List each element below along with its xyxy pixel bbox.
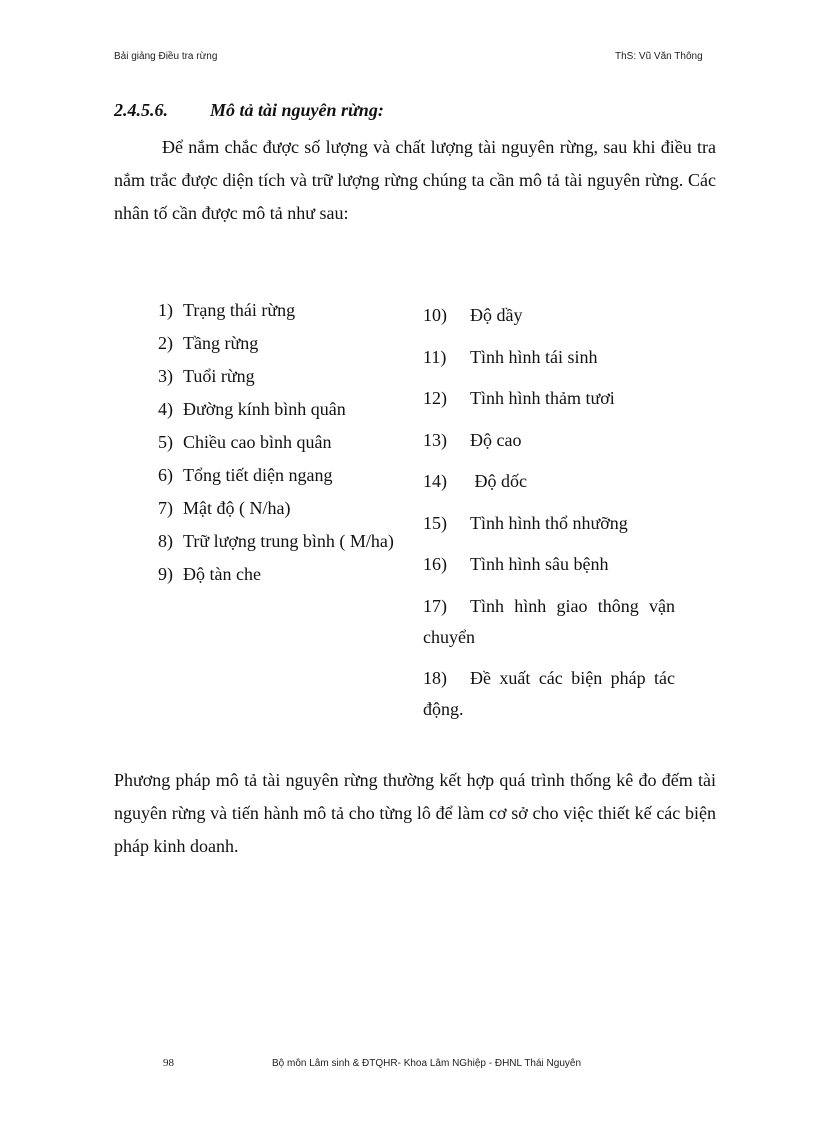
item-number: 4) xyxy=(158,399,173,419)
item-text: Tổng tiết diện ngang xyxy=(183,465,333,485)
item-text: Mật độ ( N/ha) xyxy=(183,498,291,518)
item-number: 12) xyxy=(423,388,447,408)
item-text: Tình hình tái sinh xyxy=(470,346,598,367)
item-text: Độ cao xyxy=(470,429,522,450)
item-text: Tuổi rừng xyxy=(183,366,255,386)
item-text: Trữ lượng trung bình ( M/ha) xyxy=(183,531,394,551)
item-number: 9) xyxy=(158,564,173,584)
list-item xyxy=(423,591,675,653)
item-text: Tình hình thổ nhưỡng xyxy=(470,512,628,533)
list-item xyxy=(423,342,675,373)
section-number: 2.4.5.6. xyxy=(114,100,168,120)
section-title: Mô tả tài nguyên rừng: xyxy=(210,100,384,120)
item-number: 7) xyxy=(158,498,173,518)
item-number: 2) xyxy=(158,333,173,353)
header-course-title: Bải giảng Điều tra rừng xyxy=(114,51,218,62)
item-number: 15) xyxy=(423,512,447,533)
list-item xyxy=(423,300,675,331)
list-item xyxy=(158,527,408,560)
list-item xyxy=(158,329,408,362)
page-number: 98 xyxy=(163,1057,174,1069)
list-item xyxy=(158,395,408,428)
item-number: 14) xyxy=(423,471,447,491)
intro-paragraph: Để nắm chắc được số lượng và chất lượng tài nguyên rừng, sau khi điều tra nắm trắc được diện tích và trữ lượng rừng chúng ta cần mô tả tài nguyên rừng. Các nhân tố cần được mô tả như sau: xyxy=(114,137,716,223)
header-author: ThS: Vũ Văn Thông xyxy=(615,51,703,62)
item-text: Đề xuất các biện pháp tác động. xyxy=(423,668,675,719)
item-text: Tầng rừng xyxy=(183,333,259,353)
item-number: 10) xyxy=(423,305,447,325)
list-item xyxy=(158,428,408,461)
item-number: 5) xyxy=(158,432,173,452)
item-text: Tình hình sâu bệnh xyxy=(470,554,609,574)
list-item xyxy=(158,461,408,494)
item-text: Đường kính bình quân xyxy=(183,399,346,419)
list-item xyxy=(158,296,408,329)
list-item xyxy=(423,549,675,580)
list-item xyxy=(423,466,675,497)
item-number: 11) xyxy=(423,346,447,367)
list-item xyxy=(158,362,408,395)
section-heading xyxy=(114,100,384,121)
factor-list-left xyxy=(158,296,408,593)
item-text: Trạng thái rừng xyxy=(183,300,296,320)
item-text: Tình hình thảm tươi xyxy=(470,388,615,408)
footer-department: Bộ môn Lâm sinh & ĐTQHR- Khoa Lâm NGhiệp - ĐHNL Thái Nguyên xyxy=(272,1058,582,1069)
item-number: 1) xyxy=(158,300,173,320)
item-number: 8) xyxy=(158,531,173,551)
item-number: 16) xyxy=(423,554,447,574)
list-item xyxy=(158,560,408,593)
item-text: Độ dầy xyxy=(470,305,523,325)
list-item xyxy=(158,494,408,527)
list-item xyxy=(423,508,675,539)
item-number: 18) xyxy=(423,668,447,688)
list-item xyxy=(423,425,675,456)
list-item xyxy=(423,663,675,725)
list-item xyxy=(423,383,675,414)
item-number: 3) xyxy=(158,366,173,386)
item-text: Tình hình giao thông vận chuyển xyxy=(423,595,675,647)
item-number: 17) xyxy=(423,595,447,616)
closing-paragraph: Phương pháp mô tả tài nguyên rừng thường kết hợp quá trình thống kê đo đếm tài nguyên rừng và tiến hành mô tả cho từng lô để làm cơ sở cho việc thiết kế các biện pháp kinh doanh. xyxy=(114,770,716,856)
item-text: Độ dốc xyxy=(470,471,527,491)
item-text: Độ tàn che xyxy=(183,564,261,584)
item-number: 13) xyxy=(423,429,447,450)
item-number: 6) xyxy=(158,465,173,485)
item-text: Chiều cao bình quân xyxy=(183,432,332,452)
factor-list-right xyxy=(423,300,675,736)
